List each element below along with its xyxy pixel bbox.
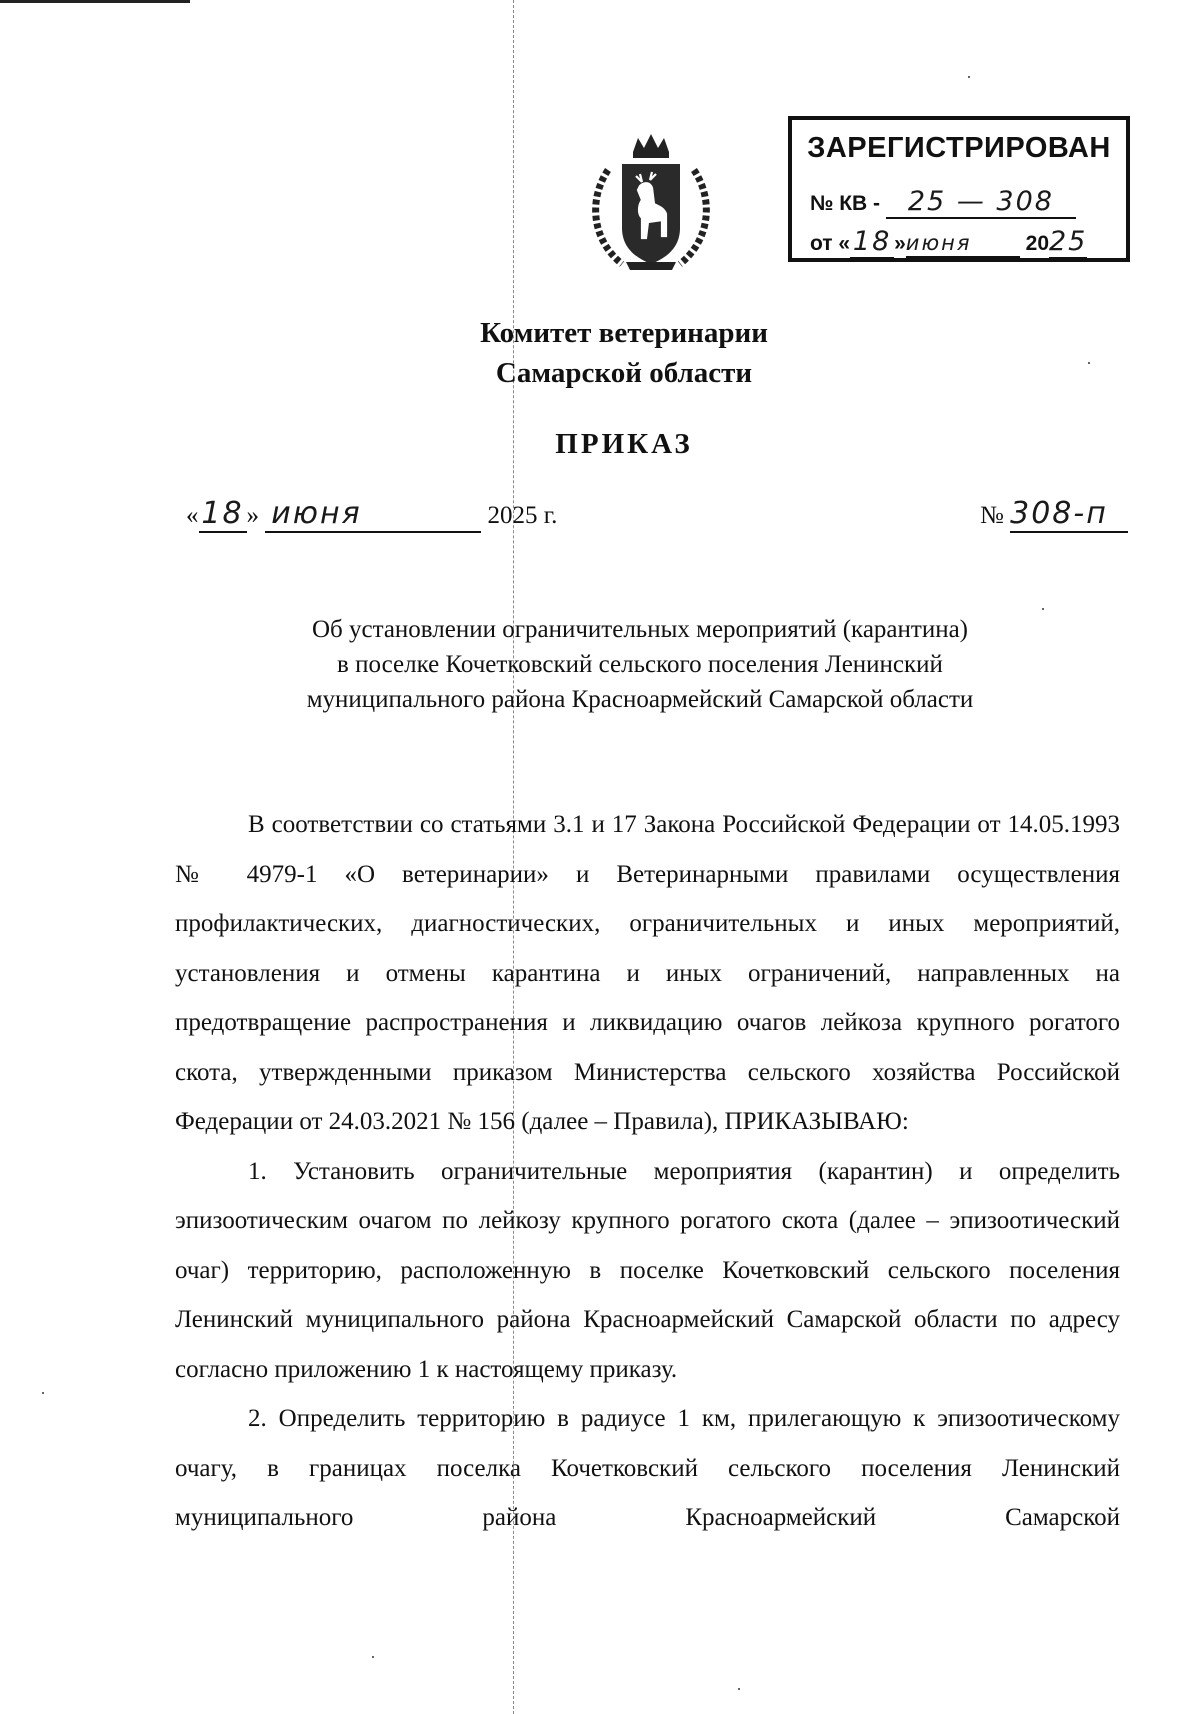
scan-speck xyxy=(372,1656,374,1658)
stamp-year-suffix: 25 xyxy=(1049,226,1088,257)
date-month: июня xyxy=(271,496,362,531)
subject-line-3: муниципального района Красноармейский Самарской области xyxy=(306,686,974,713)
organization-line-1: Комитет ветеринарии xyxy=(480,317,768,349)
date-open-quote: « xyxy=(186,502,199,529)
date-day: 18 xyxy=(201,496,244,531)
stamp-reg-number: 25 — 308 xyxy=(907,186,1054,217)
date-year: 2025 г. xyxy=(487,502,558,529)
order-date xyxy=(186,496,557,533)
organization-line-2: Самарской области xyxy=(495,357,753,389)
order-body xyxy=(175,800,1120,1543)
stamp-year-prefix: 20 xyxy=(1025,232,1049,255)
scan-speck xyxy=(1042,608,1044,610)
subject-line-1: Об установлении ограничительных мероприятий (карантина) xyxy=(311,616,969,643)
scan-speck xyxy=(42,1392,44,1394)
number-value: 308-п xyxy=(1010,496,1108,531)
stamp-registration-row xyxy=(810,186,1076,219)
date-close-quote: » xyxy=(246,502,259,529)
stamp-date-day: 18 xyxy=(852,226,892,257)
item-2-paragraph: 2. Определить территорию в радиусе 1 км, прилегающую к эпизоотическому очагу, в границах поселка Кочетковский сельского поселения Ленинский муниципального района Красноармейский Самарской xyxy=(175,1405,1120,1531)
document-type-title: ПРИКАЗ xyxy=(555,428,693,460)
stamp-date-month: июня xyxy=(905,231,972,255)
scan-speck xyxy=(738,1688,740,1690)
coat-of-arms-emblem xyxy=(578,130,724,276)
order-number xyxy=(980,496,1128,533)
scan-artifact-line xyxy=(0,0,190,3)
number-prefix: № xyxy=(980,502,1004,529)
preamble-paragraph: В соответствии со статьями 3.1 и 17 Закона Российской Федерации от 14.05.1993 № 4979-1 «О ветеринарии» и Ветеринарными правилами осуществления профилактических, диагностических, ограничительных и иных мероприятий, установления и отмены карантина и иных ограничений, направленных на предотвращение распространения и ликвидацию очагов лейкоза крупного рогатого скота, утвержденными приказом Министерства сельского хозяйства Российской Федерации от 24.03.2021 № 156 (далее – Правила), ПРИКАЗЫВАЮ: xyxy=(175,811,1120,1135)
registration-stamp xyxy=(788,116,1130,262)
stamp-reg-prefix: № КВ - xyxy=(810,192,881,215)
scan-speck xyxy=(968,76,970,78)
order-subject xyxy=(160,612,1120,717)
scan-speck xyxy=(1088,362,1090,364)
stamp-date-row xyxy=(810,226,1087,259)
organization-name xyxy=(0,313,1200,393)
subject-line-2: в поселке Кочетковский сельского поселения Ленинский xyxy=(337,651,943,678)
stamp-date-mid: » xyxy=(894,232,906,255)
stamp-date-prefix: от « xyxy=(810,232,851,255)
item-1-paragraph: 1. Установить ограничительные мероприятия (карантин) и определить эпизоотическим очагом по лейкозу крупного рогатого скота (далее – эпизоотический очаг) территорию, расположенную в поселке Кочетковский сельского поселения Ленинский муниципального района Красноармейский Самарской области по адресу согласно приложению 1 к настоящему приказу. xyxy=(175,1157,1120,1383)
stamp-title: ЗАРЕГИСТРИРОВАН xyxy=(807,132,1111,164)
